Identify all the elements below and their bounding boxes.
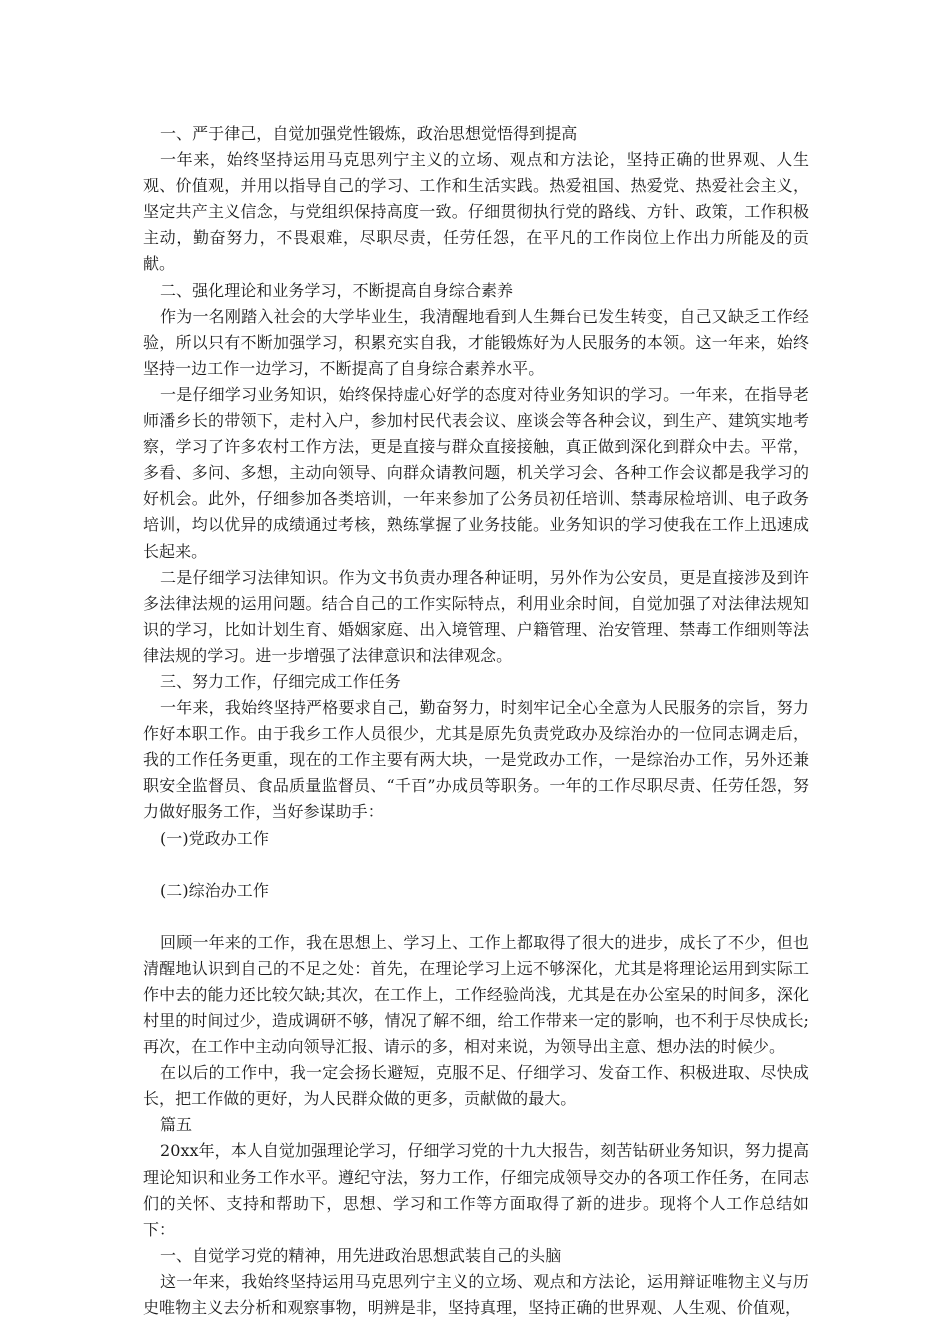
paragraph: 二是仔细学习法律知识。作为文书负责办理各种证明，另外作为公安员，更是直接涉及到许多法律法规的运用问题。结合自己的工作实际特点，利用业余时间，自觉加强了对法律法规知识的学习，比如计划生育、婚姻家庭、出入境管理、户籍管理、治安管理、禁毒工作细则等法律法规的学习。进一步增强了法律意识和法律观念。 [143,567,809,665]
section-heading-3: 三、努力工作，仔细完成工作任务 [160,671,401,691]
blank-line [143,904,809,930]
subheading-party-office: (一)党政办工作 [160,828,269,848]
paragraph: 在以后的工作中，我一定会扬长避短，克服不足、仔细学习、发奋工作、积极进取、尽快成长，把工作做的更好，为人民群众做的更多，贡献做的最大。 [143,1063,809,1109]
paragraph: 一年来，我始终坚持严格要求自己，勤奋努力，时刻牢记全心全意为人民服务的宗旨，努力作好本职工作。由于我乡工作人员很少，尤其是原先负责党政办及综治办的一位同志调走后，我的工作任务更重，现在的工作主要有两大块，一是党政办工作，一是综治办工作，另外还兼职安全监督员、食品质量监督员、“千百”办成员等职务。一年的工作尽职尽责、任劳任怨，努力做好服务工作，当好参谋助手： [143,698,809,822]
paragraph: 一是仔细学习业务知识，始终保持虚心好学的态度对待业务知识的学习。一年来，在指导老师潘乡长的带领下，走村入户，参加村民代表会议、座谈会等各种会议，到生产、建筑实地考察，学习了许多农村工作方法，更是直接与群众直接接触，真正做到深化到群众中去。平常，多看、多问、多想，主动向领导、向群众请教问题，机关学习会、各种工作会议都是我学习的好机会。此外，仔细参加各类培训，一年来参加了公务员初任培训、禁毒尿检培训、电子政务培训，均以优异的成绩通过考核，熟练掌握了业务技能。业务知识的学习使我在工作上迅速成长起来。 [143,384,809,561]
blank-line [143,852,809,878]
paragraph: 回顾一年来的工作，我在思想上、学习上、工作上都取得了很大的进步，成长了不少，但也清醒地认识到自己的不足之处：首先，在理论学习上远不够深化，尤其是将理论运用到实际工作中去的能力还比较欠缺;其次，在工作上，工作经验尚浅，尤其是在办公室呆的时间多，深化村里的时间过少，造成调研不够，情况了解不细，给工作带来一定的影响，也不利于尽快成长;再次，在工作中主动向领导汇报、请示的多，相对来说，为领导出主意、想办法的时候少。 [143,932,809,1057]
section-heading-4: 一、自觉学习党的精神，用先进政治思想武装自己的头脑 [160,1245,562,1265]
paragraph: 这一年来，我始终坚持运用马克思列宁主义的立场、观点和方法论，运用辩证唯物主义与历史唯物主义去分析和观察事物，明辨是非，坚持真理，坚持正确的世界观、人生观、价值观， [143,1271,809,1318]
section-heading-1: 一、严于律己，自觉加强党性锻炼，政治思想觉悟得到提高 [160,124,578,143]
chapter-title: 篇五 [160,1115,193,1135]
document-body [143,121,809,1321]
subheading-comprehensive-office: (二)综治办工作 [160,880,269,900]
section-heading-2: 二、强化理论和业务学习，不断提高自身综合素养 [160,280,514,300]
paragraph: 20xx年，本人自觉加强理论学习，仔细学习党的十九大报告，刻苦钻研业务知识，努力提高理论知识和业务工作水平。遵纪守法，努力工作，仔细完成领导交办的各项工作任务，在同志们的关怀、支持和帮助下，思想、学习和工作等方面取得了新的进步。现将个人工作总结如下： [143,1141,809,1239]
paragraph: 作为一名刚踏入社会的大学毕业生，我清醒地看到人生舞台已发生转变，自己又缺乏工作经验，所以只有不断加强学习，积累充实自我，才能锻炼好为人民服务的本领。这一年来，始终坚持一边工作一边学习，不断提高了自身综合素养水平。 [143,306,809,378]
paragraph: 一年来，始终坚持运用马克思列宁主义的立场、观点和方法论，坚持正确的世界观、人生观、价值观，并用以指导自己的学习、工作和生活实践。热爱祖国、热爱党、热爱社会主义，坚定共产主义信念，与党组织保持高度一致。仔细贯彻执行党的路线、方针、政策，工作积极主动，勤奋努力，不畏艰难，尽职尽责，任劳任怨，在平凡的工作岗位上作出力所能及的贡献。 [143,150,809,274]
